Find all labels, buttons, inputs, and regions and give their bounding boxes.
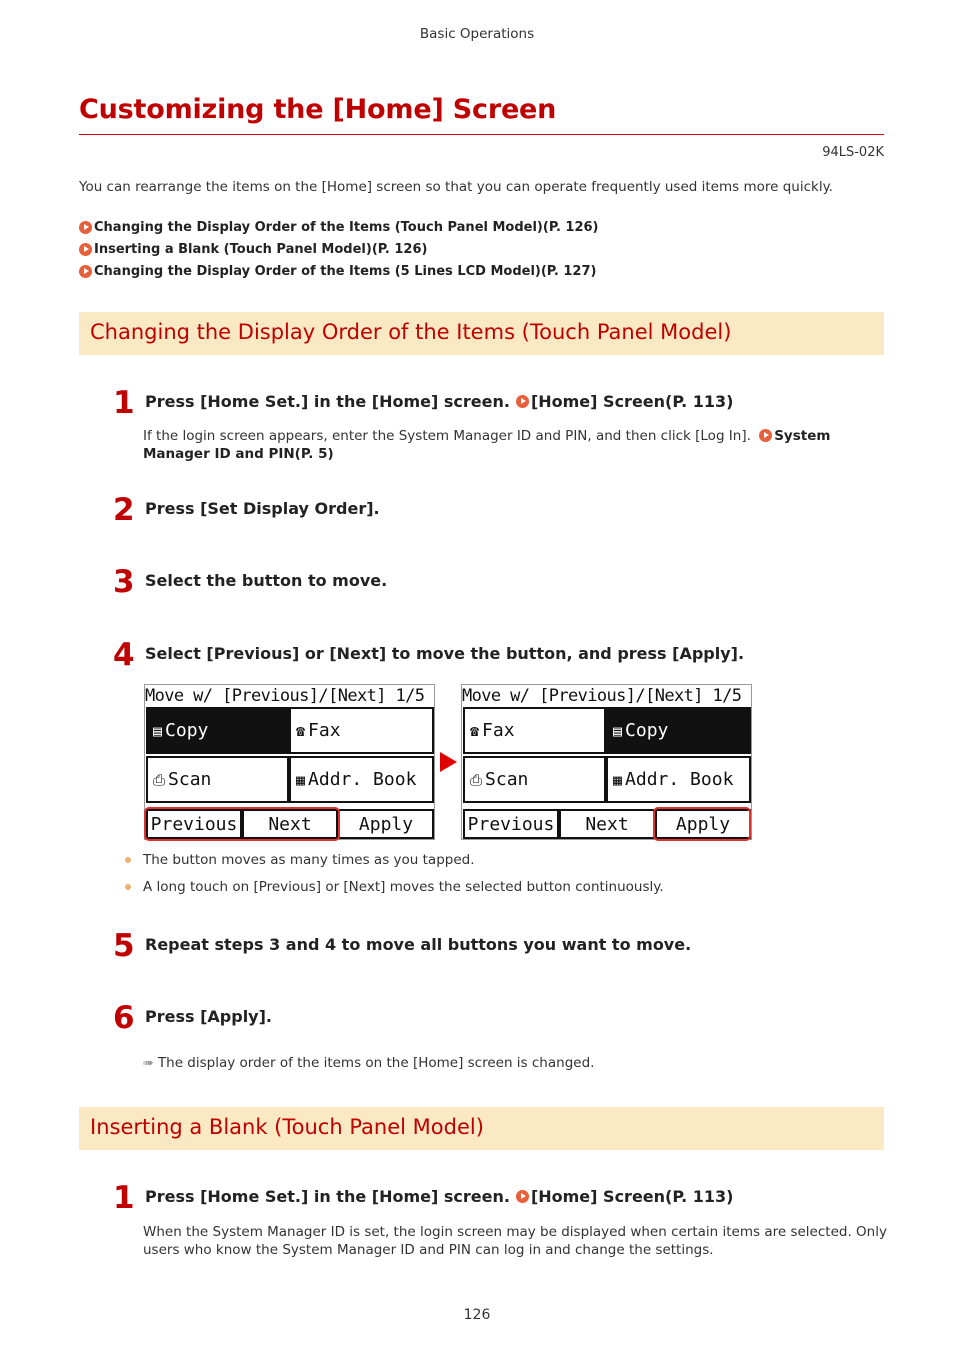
bullet-text: A long touch on [Previous] or [Next] moves the selected button continuously. [143, 878, 664, 895]
button-label: Addr. Book [625, 769, 734, 790]
system-manager-link[interactable]: System [774, 428, 831, 444]
link-arrow-icon [516, 395, 529, 408]
step-number: 4 [113, 637, 135, 673]
toc-link-label: Changing the Display Order of the Items (5 Lines LCD Model)(P. 127) [94, 263, 597, 279]
bullet-icon [125, 857, 131, 863]
screen-header: Move w/ [Previous]/[Next] 1/5 [462, 686, 742, 706]
fax-icon: ☎ [296, 721, 306, 740]
toc-link-label: Changing the Display Order of the Items (Touch Panel Model)(P. 126) [94, 219, 599, 235]
bullet-icon [125, 884, 131, 890]
toc-link-label: Inserting a Blank (Touch Panel Model)(P. 126) [94, 241, 428, 257]
button-label: Fax [308, 720, 341, 741]
button-label: Addr. Book [308, 769, 417, 790]
result-text: The display order of the items on the [Home] screen is changed. [157, 1055, 595, 1071]
button-label: Copy [625, 720, 669, 741]
highlight-previous-next [144, 807, 340, 841]
link-arrow-icon [79, 265, 92, 278]
section-title: Inserting a Blank (Touch Panel Model) [90, 1115, 484, 1139]
title-rule [79, 134, 884, 135]
next-button[interactable]: Next [242, 809, 338, 839]
step-number: 5 [113, 928, 135, 964]
button-label: Scan [168, 769, 212, 790]
highlight-apply [653, 807, 751, 841]
home-button-scan[interactable] [146, 756, 289, 803]
address-book-icon: ▦ [613, 770, 623, 789]
toc-link-inserting-blank[interactable] [79, 238, 599, 260]
scan-icon: ⎙ [470, 770, 483, 789]
step-instruction: Press [Home Set.] in the [Home] screen. [145, 392, 510, 411]
bullet-text: The button moves as many times as you tapped. [143, 851, 475, 868]
home-button-addr-book[interactable] [289, 756, 434, 803]
step-bullets [125, 846, 664, 900]
screen-before [144, 684, 435, 840]
button-label: Fax [482, 720, 515, 741]
link-arrow-icon [79, 221, 92, 234]
home-button-copy[interactable] [146, 707, 289, 754]
step-text: Select the button to move. [145, 571, 388, 590]
step-number: 6 [113, 1000, 135, 1036]
note-text: If the login screen appears, enter the System Manager ID and PIN, and then click [Log In]. [143, 428, 751, 444]
apply-button[interactable]: Apply [655, 809, 751, 839]
step-instruction: Press [Home Set.] in the [Home] screen. [145, 1187, 510, 1206]
link-arrow-icon [516, 1190, 529, 1203]
home-screen-link[interactable]: [Home] Screen(P. 113) [530, 1187, 734, 1206]
page-title: Customizing the [Home] Screen [79, 94, 557, 125]
list-item [125, 846, 664, 873]
step-text [145, 392, 734, 411]
copy-icon: ▤ [153, 721, 163, 740]
copy-icon: ▤ [613, 721, 623, 740]
screen-header: Move w/ [Previous]/[Next] 1/5 [145, 686, 425, 706]
home-screen-link[interactable]: [Home] Screen(P. 113) [530, 392, 734, 411]
step-number: 1 [113, 385, 135, 421]
step-number: 1 [113, 1180, 135, 1216]
home-button-copy[interactable] [606, 707, 751, 754]
address-book-icon: ▦ [296, 770, 306, 789]
home-button-scan[interactable] [463, 756, 606, 803]
previous-button[interactable]: Previous [463, 809, 559, 839]
previous-button[interactable]: Previous [146, 809, 242, 839]
list-item [125, 873, 664, 900]
running-header: Basic Operations [419, 26, 535, 42]
intro-paragraph: You can rearrange the items on the [Home] screen so that you can operate frequently used items more quickly. [79, 179, 833, 195]
scan-icon: ⎙ [153, 770, 166, 789]
document-code: 94LS-02K [822, 145, 884, 160]
step-number: 3 [113, 564, 135, 600]
home-button-fax[interactable] [463, 707, 606, 754]
step-text: Select [Previous] or [Next] to move the button, and press [Apply]. [145, 644, 745, 663]
step-text: Press [Apply]. [145, 1007, 272, 1026]
home-button-fax[interactable] [289, 707, 434, 754]
apply-button[interactable]: Apply [338, 809, 434, 839]
screen-after [461, 684, 752, 840]
arrow-right-icon [440, 752, 457, 772]
home-button-addr-book[interactable] [606, 756, 751, 803]
step-text: Press [Set Display Order]. [145, 499, 380, 518]
page-number: 126 [463, 1307, 491, 1323]
result-arrow-icon: ➠ [143, 1056, 154, 1071]
step-text [145, 1187, 734, 1206]
step-note [143, 427, 888, 463]
section-heading-inserting-blank [79, 1107, 884, 1150]
button-label: Scan [485, 769, 529, 790]
step-result [143, 1054, 888, 1073]
fax-icon: ☎ [470, 721, 480, 740]
step-note: When the System Manager ID is set, the login screen may be displayed when certain items are selected. Only users who know the System Manager ID and PIN can log in and change the settings. [143, 1224, 887, 1258]
system-manager-link-cont[interactable]: Manager ID and PIN(P. 5) [143, 446, 334, 462]
toc-links [79, 216, 599, 282]
section-title: Changing the Display Order of the Items (Touch Panel Model) [90, 320, 732, 344]
button-label: Copy [165, 720, 209, 741]
link-arrow-icon [759, 429, 772, 442]
step-number: 2 [113, 492, 135, 528]
next-button[interactable]: Next [559, 809, 655, 839]
toc-link-display-order-lcd[interactable] [79, 260, 599, 282]
section-heading-display-order [79, 312, 884, 355]
step-text: Repeat steps 3 and 4 to move all buttons you want to move. [145, 935, 692, 954]
toc-link-display-order-touch[interactable] [79, 216, 599, 238]
link-arrow-icon [79, 243, 92, 256]
